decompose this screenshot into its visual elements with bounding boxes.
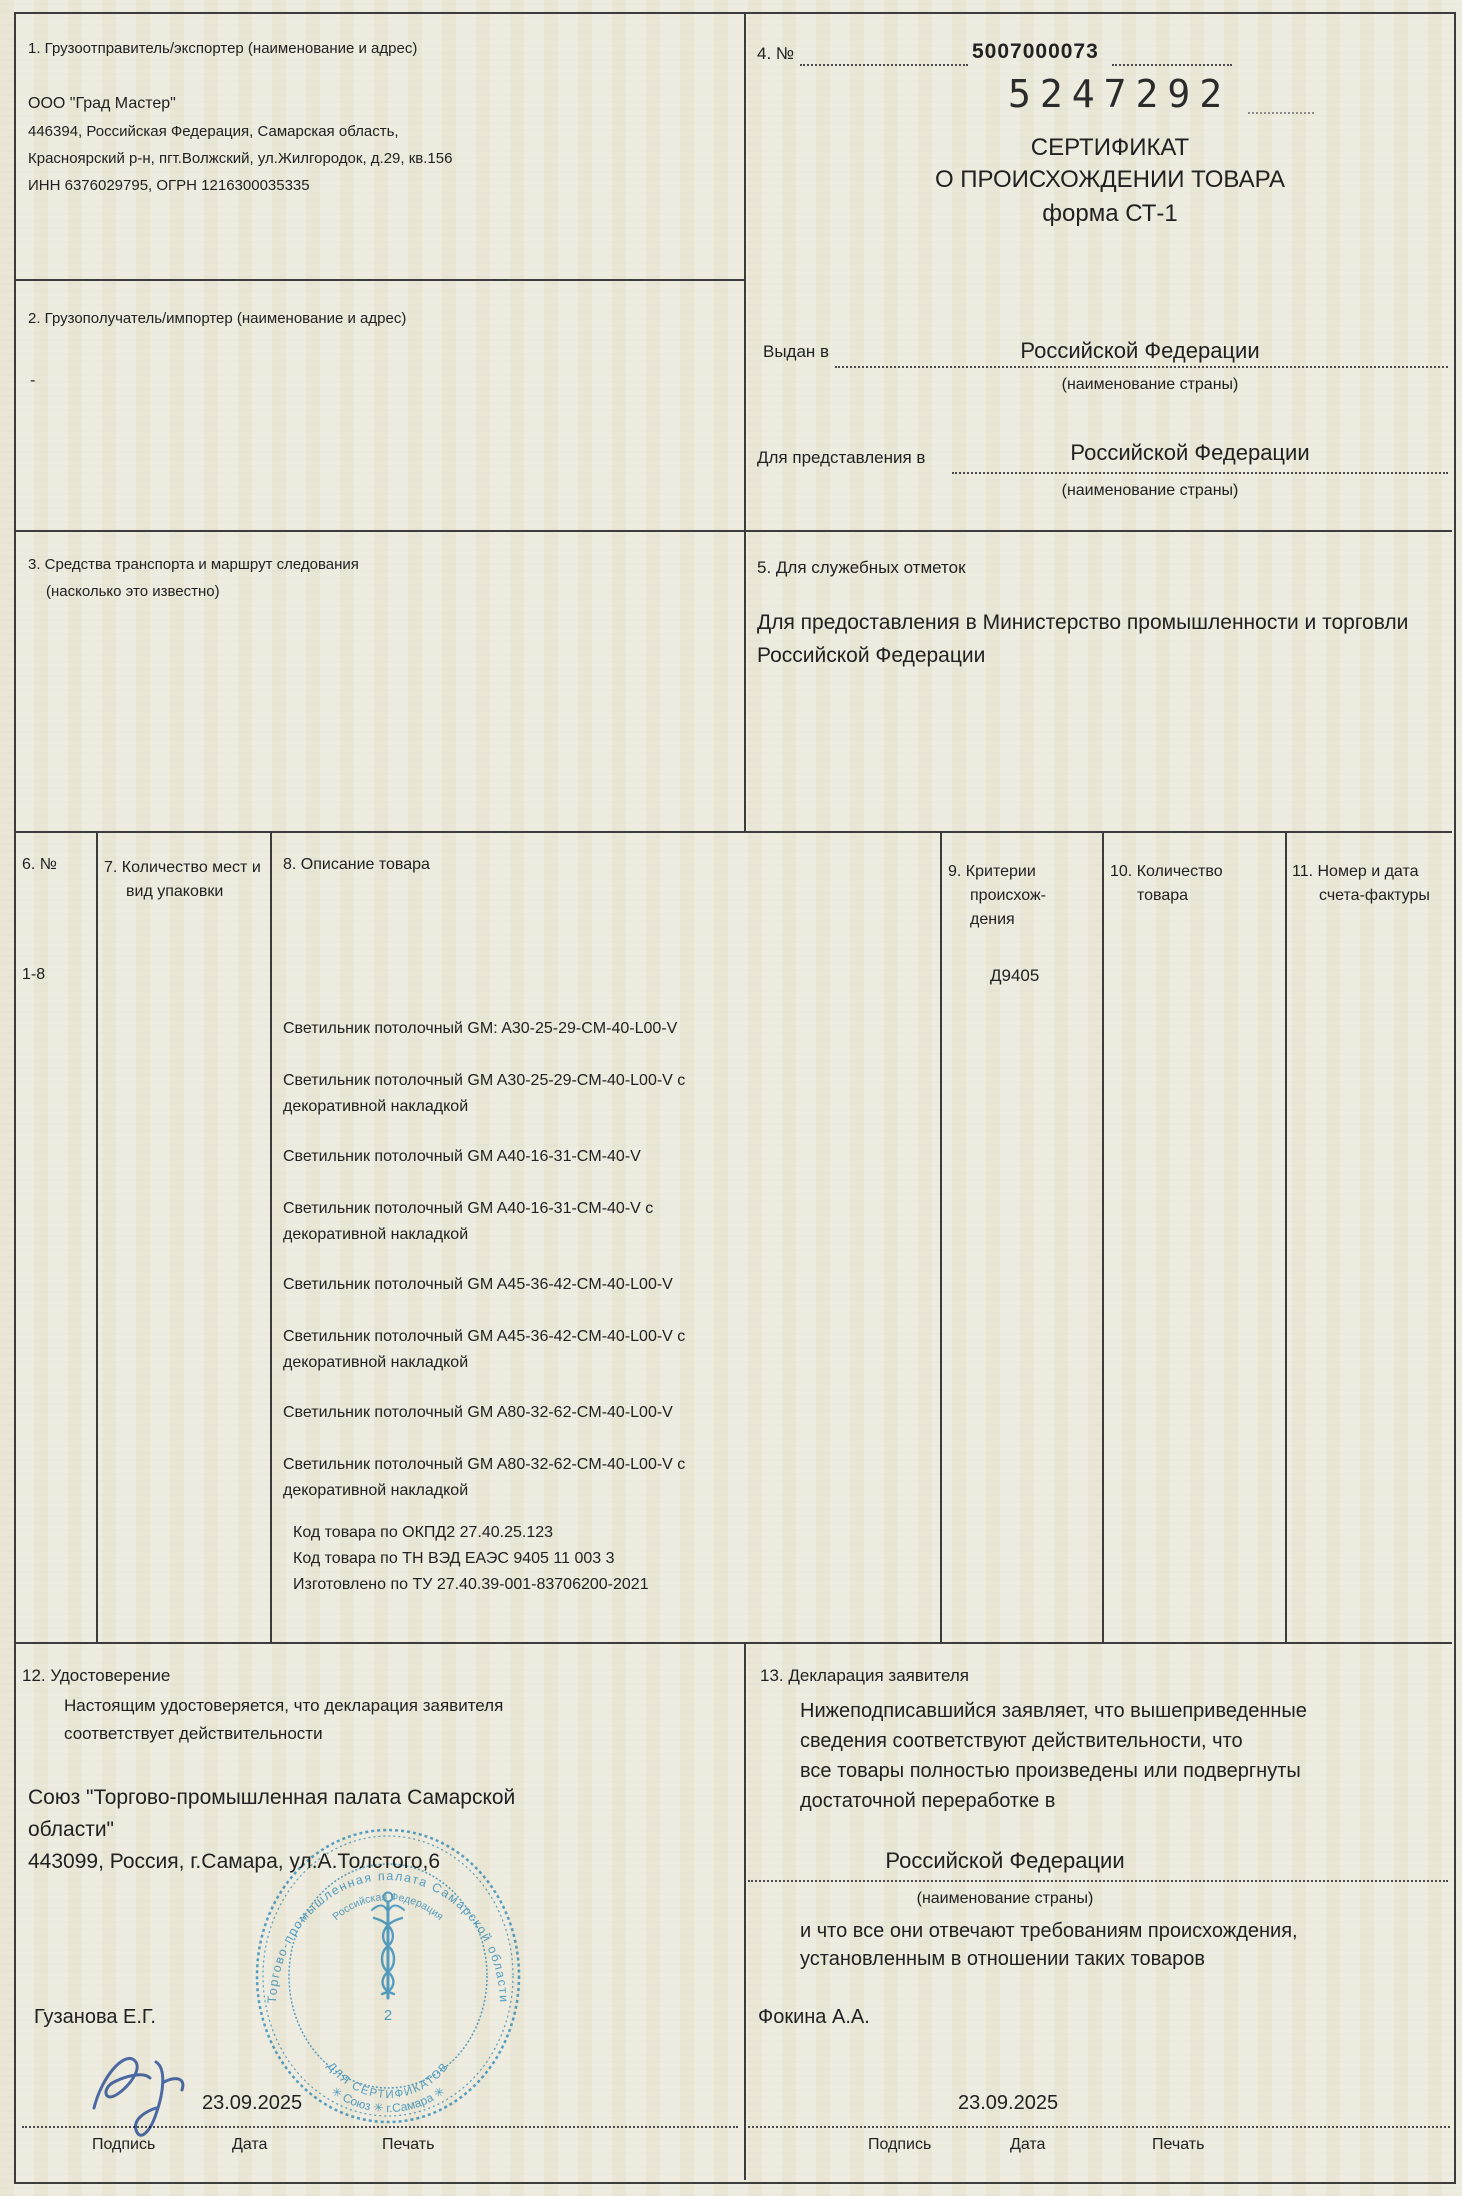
table-col-line-3 [940,831,942,1644]
box13-date-label: Дата [1010,2136,1046,2153]
row-number: 1-8 [22,966,46,983]
stamp-outer-text: Торгово-промышленная палата Самарской области [264,1868,512,2004]
box4-dotted-leader-3 [1248,112,1314,114]
col11-header: 11. Номер и дата счета-фактуры [1292,863,1430,904]
stamp-number: 2 [383,2007,393,2024]
box12-label: 12. Удостоверение [22,1666,171,1685]
box13-country: Российской Федерации [885,1848,1125,1873]
box13-label: 13. Декларация заявителя [760,1666,969,1685]
col7-header: 7. Количество мест и вид упаковки [104,859,261,900]
issued-in-note: (наименование страны) [1061,376,1239,393]
box12-date-label: Дата [232,2136,268,2153]
box13-declaration-line2: сведения соответствуют действительности, что [800,1730,1243,1752]
goods-item: Светильник потолочный GM A40-16-31-CM-40-V с декоративной накладкой [283,1200,654,1243]
divider-box1-box2 [14,279,746,281]
certificate-number: 5007000073 [972,40,1099,63]
box13-declaration-line4: достаточной переработке в [800,1790,1056,1812]
box13-declaration-line5: и что все они отвечают требованиям происхождения, [800,1920,1298,1942]
goods-item: Светильник потолочный GM A30-25-29-CM-40-L00-V с декоративной накладкой [283,1072,686,1115]
goods-item: Светильник потолочный GM A80-32-62-CM-40-L00-V [283,1404,673,1421]
box1-label: 1. Грузоотправитель/экспортер (наименование и адрес) [28,40,418,57]
col10-header: 10. Количество товара [1110,863,1223,904]
caduceus-icon [372,1893,404,1999]
table-col-line-5 [1285,831,1287,1644]
importer-value: - [30,372,36,389]
col9-header: 9. Критерии происхож-дения [948,863,1046,928]
stamp-inner-bottom-text: ДЛЯ СЕРТИФИКАТОВ [324,2060,452,2102]
divider-row2 [14,530,1452,532]
issued-in-label: Выдан в [763,342,830,361]
certificate-title-line2: О ПРОИСХОЖДЕНИИ ТОВАРА [934,166,1286,193]
box5-label: 5. Для служебных отметок [757,558,966,577]
box13-signer-name: Фокина А.А. [758,2006,870,2028]
table-bottom-border [14,1642,1452,1644]
box13-signature-line [748,2126,1450,2128]
box3-label: 3. Средства транспорта и маршрут следования [28,556,359,573]
box4-dotted-leader-2 [1112,64,1232,66]
goods-item: Светильник потолочный GM A45-36-42-CM-40-L00-V [283,1276,673,1293]
table-top-border [14,831,1452,833]
box13-declaration-line6: установленным в отношении таких товаров [800,1948,1206,1970]
chamber-round-stamp [238,1820,538,2137]
tnved-code: Код товара по ТН ВЭД ЕАЭС 9405 11 003 3 [293,1550,615,1567]
chamber-name-line2: области" [28,1818,114,1841]
box12-statement-line1: Настоящим удостоверяется, что декларация заявителя [64,1696,504,1715]
box13-country-line [748,1880,1448,1882]
table-col-line-2 [270,831,272,1644]
box13-country-note: (наименование страны) [916,1890,1094,1907]
box13-date: 23.09.2025 [958,2092,1059,2114]
presented-to-label: Для представления в [757,448,926,467]
issued-in-country: Российской Федерации [1020,338,1260,363]
exporter-name: ООО "Град Мастер" [28,95,176,112]
presented-to-note: (наименование страны) [1061,482,1239,499]
box12-seal-label: Печать [382,2136,435,2153]
origin-criteria: Д9405 [990,966,1040,985]
box2-label: 2. Грузополучатель/импортер (наименование и адрес) [28,310,407,327]
blank-form-number: 5247292 [1008,72,1232,116]
goods-item: Светильник потолочный GM: A30-25-29-CM-40-L00-V [283,1020,678,1037]
table-col-line-4 [1102,831,1104,1644]
box12-date: 23.09.2025 [202,2092,303,2114]
box3-sublabel: (насколько это известно) [46,583,220,600]
goods-item: Светильник потолочный GM A80-32-62-CM-40-L00-V с декоративной накладкой [283,1456,686,1499]
chamber-address: 443099, Россия, г.Самара, ул.А.Толстого,6 [28,1850,441,1873]
col8-header: 8. Описание товара [283,856,430,873]
presented-to-line [952,472,1448,474]
handwritten-signature [86,2042,246,2157]
box12-signer-name: Гузанова Е.Г. [34,2006,156,2028]
issued-in-line [835,366,1448,368]
box12-signature-label: Подпись [92,2136,156,2153]
goods-item: Светильник потолочный GM A45-36-42-CM-40-L00-V с декоративной накладкой [283,1328,686,1371]
stamp-bottom-text: ✳ Союз ✳ г.Самара ✳ [328,2083,448,2116]
certificate-title-line3: форма СТ-1 [1042,200,1178,227]
presented-to-country: Российской Федерации [1070,440,1310,465]
box13-seal-label: Печать [1152,2136,1205,2153]
table-col-line-1 [96,831,98,1644]
center-divider-bottom [744,1642,746,2180]
chamber-name-line1: Союз "Торгово-промышленная палата Самарской [28,1786,516,1809]
box12-statement-line2: соответствует действительности [64,1724,323,1743]
col6-header: 6. № [22,856,57,873]
center-divider-top [744,12,746,833]
box13-declaration-line1: Нижеподписавшийся заявляет, что вышеприведенные [800,1700,1307,1722]
stamp-inner-top-text: Российская Федерация [330,1890,446,1923]
exporter-address-1: 446394, Российская Федерация, Самарская область, [28,123,399,140]
certificate-title-line1: СЕРТИФИКАТ [1030,134,1190,161]
box4-label: 4. № [757,44,795,63]
exporter-inn-ogrn: ИНН 6376029795, ОГРН 1216300035335 [28,177,310,194]
tu-code: Изготовлено по ТУ 27.40.39-001-83706200-2021 [293,1576,649,1593]
box13-signature-label: Подпись [868,2136,932,2153]
okpd2-code: Код товара по ОКПД2 27.40.25.123 [293,1524,554,1541]
box4-dotted-leader-1 [800,64,968,66]
goods-item: Светильник потолочный GM A40-16-31-CM-40-V [283,1148,641,1165]
box13-declaration-line3: все товары полностью произведены или подвергнуты [800,1760,1301,1782]
box5-remarks: Для предоставления в Министерство промышленности и торговли Российской Федерации [757,611,1409,667]
exporter-address-2: Красноярский р-н, пгт.Волжский, ул.Жилгородок, д.29, кв.156 [28,150,453,167]
